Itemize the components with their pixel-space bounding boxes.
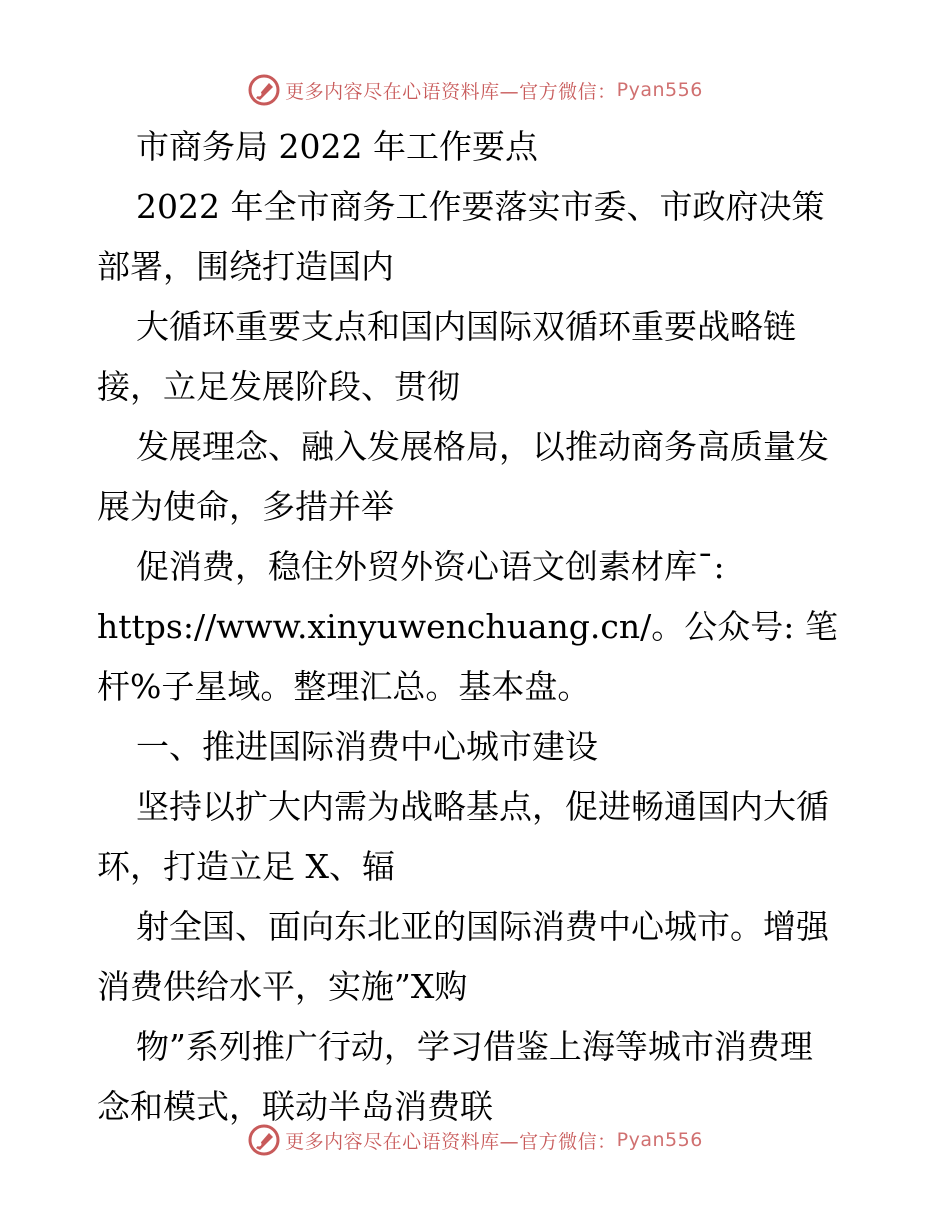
text-line: 环，打造立足 X、辐 xyxy=(97,847,395,886)
watermark-account: Pyan556 xyxy=(616,79,703,101)
text-line: 大循环重要支点和国内国际双循环重要战略链 xyxy=(136,307,796,346)
document-title: 市商务局 2022 年工作要点 xyxy=(136,127,538,166)
pen-nib-seal-icon xyxy=(247,73,281,107)
text-line: 2022 年全市商务工作要落实市委、市政府决策 xyxy=(136,187,825,226)
text-line: 射全国、面向东北亚的国际消费中心城市。增强 xyxy=(136,907,829,946)
text-line: 促消费，稳住外贸外资心语文创素材库¯: xyxy=(136,547,725,586)
text-line: 消费供给水平，实施”X购 xyxy=(97,967,468,1006)
text-line: 杆%子星域。整理汇总。基本盘。 xyxy=(97,667,591,706)
text-line-url: https://www.xinyuwenchuang.cn/。公众号: 笔 xyxy=(97,607,838,646)
text-line: 物”系列推广行动，学习借鉴上海等城市消费理 xyxy=(136,1027,813,1066)
text-line: 坚持以扩大内需为战略基点，促进畅通国内大循 xyxy=(136,787,829,826)
watermark-text: 更多内容尽在心语资料库—官方微信： xyxy=(285,1130,617,1153)
header-watermark xyxy=(0,70,950,110)
watermark-text: 更多内容尽在心语资料库—官方微信： xyxy=(285,80,617,103)
text-line: 展为使命，多措并举 xyxy=(97,487,394,526)
text-line: 念和模式，联动半岛消费联 xyxy=(97,1087,493,1126)
text-line: 发展理念、融入发展格局，以推动商务高质量发 xyxy=(136,427,829,466)
pen-nib-seal-icon xyxy=(247,1123,281,1157)
text-line: 接，立足发展阶段、贯彻 xyxy=(97,367,460,406)
watermark-account: Pyan556 xyxy=(616,1129,703,1151)
footer-watermark xyxy=(0,1120,950,1160)
text-line: 部署，围绕打造国内 xyxy=(97,247,394,286)
section-heading: 一、推进国际消费中心城市建设 xyxy=(136,727,598,766)
